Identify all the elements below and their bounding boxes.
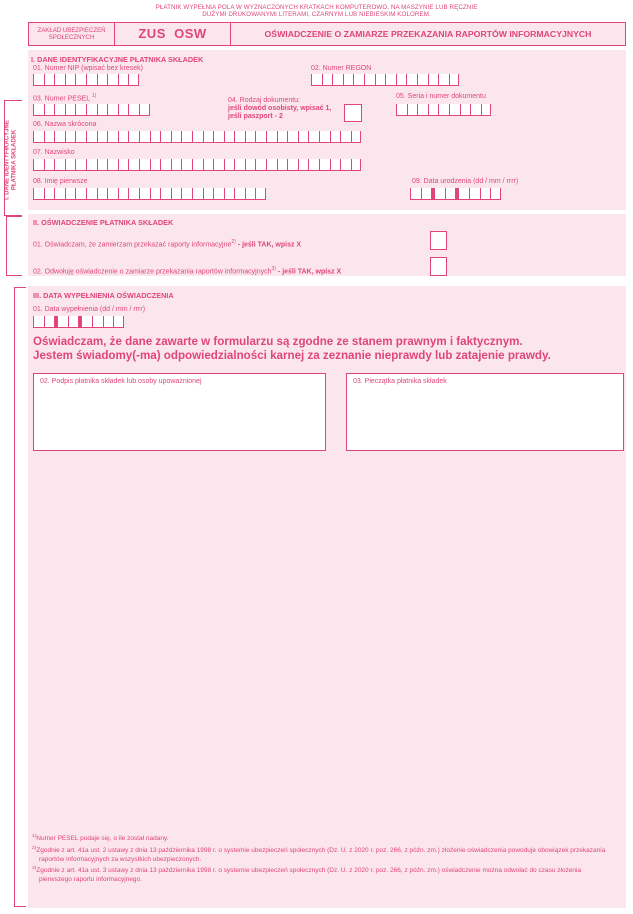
pesel-label-text: 03. Numer PESEL — [33, 95, 90, 103]
char-cell[interactable] — [213, 159, 224, 171]
char-cell[interactable] — [33, 131, 44, 143]
filling-instructions — [0, 4, 633, 19]
revocation-checkbox[interactable] — [430, 257, 447, 276]
char-cell[interactable] — [128, 104, 139, 116]
form-header — [28, 22, 626, 46]
char-cell[interactable] — [75, 131, 86, 143]
char-cell[interactable] — [407, 104, 418, 116]
char-cell[interactable] — [428, 74, 439, 86]
char-cell[interactable] — [107, 74, 118, 86]
char-cell[interactable] — [118, 74, 129, 86]
section3-title: III. DATA WYPEŁNIENIA OŚWIADCZENIA — [33, 291, 174, 300]
section1-title: I. DANE IDENTYFIKACYJNE PŁATNIKA SKŁADEK — [31, 55, 204, 64]
revocation-footnote-ref: 3) — [271, 266, 276, 272]
char-cell[interactable] — [192, 159, 203, 171]
char-cell[interactable] — [118, 188, 129, 200]
char-cell[interactable] — [75, 188, 86, 200]
char-cell[interactable] — [44, 74, 55, 86]
char-cell[interactable] — [340, 159, 351, 171]
intent-declaration-label — [33, 239, 301, 248]
char-cell[interactable] — [33, 74, 44, 86]
side-label-line2: PŁATNIKA SKŁADEK — [11, 129, 17, 191]
char-cell[interactable] — [107, 159, 118, 171]
char-cell[interactable] — [213, 131, 224, 143]
char-cell[interactable] — [213, 188, 224, 200]
char-cell[interactable] — [406, 74, 417, 86]
char-cell[interactable] — [421, 188, 432, 200]
char-cell[interactable] — [81, 316, 92, 328]
char-cell[interactable] — [150, 188, 161, 200]
footnotes — [32, 833, 612, 885]
char-cell[interactable] — [97, 159, 108, 171]
nip-input[interactable] — [33, 74, 139, 86]
char-cell[interactable] — [181, 188, 192, 200]
char-cell[interactable] — [417, 104, 428, 116]
char-cell[interactable] — [330, 159, 341, 171]
char-cell[interactable] — [255, 159, 266, 171]
char-cell[interactable] — [385, 74, 396, 86]
char-cell[interactable] — [344, 104, 362, 122]
char-cell[interactable] — [97, 131, 108, 143]
first-name-label: 08. Imię pierwsze — [33, 178, 88, 185]
char-cell[interactable] — [118, 131, 129, 143]
char-cell[interactable] — [417, 74, 428, 86]
char-cell[interactable] — [54, 104, 65, 116]
char-cell[interactable] — [118, 104, 129, 116]
char-cell[interactable] — [139, 104, 150, 116]
surname-label: 07. Nazwisko — [33, 149, 75, 156]
char-cell[interactable] — [97, 74, 108, 86]
side-label-line1: I. DANE IDENTYFIKACYJNE — [4, 120, 11, 200]
char-cell[interactable] — [107, 188, 118, 200]
char-cell[interactable] — [65, 74, 76, 86]
char-cell[interactable] — [54, 159, 65, 171]
char-cell[interactable] — [340, 131, 351, 143]
document-number-input[interactable] — [396, 104, 491, 116]
char-cell[interactable] — [86, 74, 97, 86]
char-cell[interactable] — [351, 131, 362, 143]
revocation-text: 02. Odwołuję oświadczenie o zamiarze przekazania raportów informacyjnych — [33, 268, 272, 276]
char-cell[interactable] — [322, 74, 333, 86]
char-cell[interactable] — [255, 188, 266, 200]
stamp-label: 03. Pieczątka płatnika składek — [353, 378, 447, 385]
regon-input[interactable] — [311, 74, 459, 86]
char-cell[interactable] — [118, 159, 129, 171]
revocation-declaration-label — [33, 266, 341, 275]
institution-name — [29, 23, 115, 45]
char-cell[interactable] — [203, 159, 214, 171]
char-cell[interactable] — [33, 316, 44, 328]
char-cell[interactable] — [44, 188, 55, 200]
char-cell[interactable] — [44, 131, 55, 143]
footnote-3-text: Zgodnie z art. 41a ust. 3 ustawy z dnia 13 października 1998 r. o systemie ubezpieczeń społecznych (Dz. U. z 2020 r. poz. 266, z późn. zm.) oświadczenie można odwołać do czasu złożenia pierwszego raportu informacyjnego. — [36, 867, 582, 883]
footnote-1-text: Numer PESEL podaje się, o ile został nadany. — [36, 835, 169, 843]
char-cell[interactable] — [33, 188, 44, 200]
char-cell[interactable] — [319, 159, 330, 171]
char-cell[interactable] — [203, 188, 214, 200]
char-cell[interactable] — [160, 188, 171, 200]
declaration-line2: Jestem świadomy(-ma) odpowiedzialności karnej za zeznanie nieprawdy lub zatajenie prawdy. — [33, 348, 551, 362]
short-name-label: 06. Nazwa skrócona — [33, 121, 97, 128]
char-cell[interactable] — [277, 159, 288, 171]
char-cell[interactable] — [128, 188, 139, 200]
char-cell[interactable] — [311, 74, 322, 86]
char-cell[interactable] — [434, 188, 445, 200]
char-cell[interactable] — [460, 104, 471, 116]
char-cell[interactable] — [458, 188, 469, 200]
char-cell[interactable] — [86, 131, 97, 143]
document-type-input[interactable] — [344, 104, 362, 122]
char-cell[interactable] — [364, 74, 375, 86]
char-cell[interactable] — [160, 131, 171, 143]
char-cell[interactable] — [181, 131, 192, 143]
section2-title: II. OŚWIADCZENIE PŁATNIKA SKŁADEK — [33, 218, 174, 227]
document-number-label: 05. Seria i numer dokumentu — [396, 93, 486, 100]
doc-type-line1: 04. Rodzaj dokumentu: — [228, 97, 300, 104]
char-cell[interactable] — [449, 104, 460, 116]
char-cell[interactable] — [44, 159, 55, 171]
footnote-2-marker: 2) — [32, 845, 37, 851]
char-cell[interactable] — [410, 188, 421, 200]
first-name-input[interactable] — [33, 188, 266, 200]
char-cell[interactable] — [171, 188, 182, 200]
intent-footnote-ref: 2) — [231, 239, 236, 245]
regon-label: 02. Numer REGON — [311, 65, 372, 72]
doc-type-line2: jeśli dowód osobisty, wpisać 1, — [228, 105, 332, 112]
institution-line2: SPOŁECZNYCH — [48, 34, 95, 41]
char-cell[interactable] — [224, 159, 235, 171]
char-cell[interactable] — [480, 188, 491, 200]
char-cell[interactable] — [65, 188, 76, 200]
char-cell[interactable] — [160, 159, 171, 171]
char-cell[interactable] — [330, 131, 341, 143]
char-cell[interactable] — [245, 131, 256, 143]
char-cell[interactable] — [97, 104, 108, 116]
stamp-field[interactable] — [346, 373, 624, 451]
filling-instructions-line1: PŁATNIK WYPEŁNIA POLA W WYZNACZONYCH KRATKACH KOMPUTEROWO, NA MASZYNIE LUB RĘCZNIE — [155, 4, 478, 11]
char-cell[interactable] — [375, 74, 386, 86]
footnote-2 — [32, 845, 612, 864]
pesel-input[interactable] — [33, 104, 150, 116]
char-cell[interactable] — [54, 74, 65, 86]
char-cell[interactable] — [139, 188, 150, 200]
document-type-label — [228, 97, 331, 121]
char-cell[interactable] — [44, 104, 55, 116]
char-cell[interactable] — [396, 74, 407, 86]
char-cell[interactable] — [150, 159, 161, 171]
char-cell[interactable] — [171, 159, 182, 171]
legal-declaration — [33, 335, 623, 362]
char-cell[interactable] — [128, 159, 139, 171]
char-cell[interactable] — [103, 316, 114, 328]
pesel-footnote-ref: 1) — [91, 93, 97, 99]
char-cell[interactable] — [224, 131, 235, 143]
char-cell[interactable] — [75, 159, 86, 171]
char-cell[interactable] — [438, 104, 449, 116]
char-cell[interactable] — [287, 131, 298, 143]
char-cell[interactable] — [128, 74, 139, 86]
birth-date-input[interactable] — [410, 188, 501, 200]
char-cell[interactable] — [54, 131, 65, 143]
char-cell[interactable] — [445, 188, 456, 200]
char-cell[interactable] — [192, 131, 203, 143]
char-cell[interactable] — [234, 131, 245, 143]
char-cell[interactable] — [65, 104, 76, 116]
char-cell[interactable] — [107, 131, 118, 143]
intent-checkbox[interactable] — [430, 231, 447, 250]
char-cell[interactable] — [266, 159, 277, 171]
char-cell[interactable] — [351, 159, 362, 171]
char-cell[interactable] — [343, 74, 354, 86]
char-cell[interactable] — [319, 131, 330, 143]
char-cell[interactable] — [68, 316, 79, 328]
char-cell[interactable] — [438, 74, 449, 86]
char-cell[interactable] — [86, 104, 97, 116]
char-cell[interactable] — [203, 131, 214, 143]
char-cell[interactable] — [308, 131, 319, 143]
char-cell[interactable] — [353, 74, 364, 86]
char-cell[interactable] — [86, 188, 97, 200]
completion-date-input[interactable] — [33, 316, 124, 328]
char-cell[interactable] — [298, 159, 309, 171]
signature-label: 02. Podpis płatnika składek lub osoby upoważnionej — [40, 378, 202, 385]
char-cell[interactable] — [469, 188, 480, 200]
char-cell[interactable] — [139, 131, 150, 143]
char-cell[interactable] — [245, 188, 256, 200]
char-cell[interactable] — [192, 188, 203, 200]
char-cell[interactable] — [65, 159, 76, 171]
char-cell[interactable] — [33, 159, 44, 171]
intent-text: 01. Oświadczam, że zamierzam przekazać raporty informacyjne — [33, 241, 232, 249]
intent-instruction: - jeśli TAK, wpisz X — [235, 241, 302, 249]
char-cell[interactable] — [33, 104, 44, 116]
char-cell[interactable] — [54, 188, 65, 200]
form-code: ZUS OSW — [115, 23, 231, 45]
char-cell[interactable] — [255, 131, 266, 143]
footnote-3-marker: 3) — [32, 866, 37, 872]
char-cell[interactable] — [150, 131, 161, 143]
birth-date-label: 09. Data urodzenia (dd / mm / rrrr) — [412, 178, 519, 185]
surname-input[interactable] — [33, 159, 361, 171]
char-cell[interactable] — [332, 74, 343, 86]
char-cell[interactable] — [113, 316, 124, 328]
char-cell[interactable] — [490, 188, 501, 200]
doc-type-line3: jeśli paszport - 2 — [228, 113, 283, 120]
section3-bracket — [14, 287, 26, 907]
filling-instructions-line2: DUŻYMI DRUKOWANYMI LITERAMI, CZARNYM LUB NIEBIESKIM KOLOREM. — [202, 11, 431, 19]
institution-line1: ZAKŁAD UBEZPIECZEŃ — [37, 27, 106, 34]
char-cell[interactable] — [97, 188, 108, 200]
char-cell[interactable] — [266, 131, 277, 143]
pesel-label — [33, 93, 96, 102]
footnote-3 — [32, 865, 612, 884]
completion-date-label: 01. Data wypełnienia (dd / mm / rrrr) — [33, 306, 146, 313]
nip-label: 01. Numer NIP (wpisać bez kresek) — [33, 65, 143, 72]
char-cell[interactable] — [75, 74, 86, 86]
char-cell[interactable] — [171, 131, 182, 143]
char-cell[interactable] — [449, 74, 460, 86]
short-name-input[interactable] — [33, 131, 361, 143]
char-cell[interactable] — [57, 316, 68, 328]
char-cell[interactable] — [44, 316, 55, 328]
form-title: OŚWIADCZENIE O ZAMIARZE PRZEKAZANIA RAPORTÓW INFORMACYJNYCH — [264, 29, 592, 39]
section1-side-label — [4, 104, 18, 216]
char-cell[interactable] — [234, 188, 245, 200]
char-cell[interactable] — [396, 104, 407, 116]
signature-field[interactable] — [33, 373, 326, 451]
char-cell[interactable] — [470, 104, 481, 116]
char-cell[interactable] — [224, 188, 235, 200]
char-cell[interactable] — [139, 159, 150, 171]
char-cell[interactable] — [234, 159, 245, 171]
char-cell[interactable] — [128, 131, 139, 143]
char-cell[interactable] — [86, 159, 97, 171]
char-cell[interactable] — [287, 159, 298, 171]
section2-bracket — [6, 216, 22, 276]
char-cell[interactable] — [245, 159, 256, 171]
char-cell[interactable] — [181, 159, 192, 171]
declaration-line1: Oświadczam, że dane zawarte w formularzu są zgodne ze stanem prawnym i faktycznym. — [33, 335, 523, 348]
char-cell[interactable] — [481, 104, 492, 116]
footnote-1-marker: 1) — [32, 834, 37, 839]
char-cell[interactable] — [65, 131, 76, 143]
char-cell[interactable] — [298, 131, 309, 143]
footnote-1 — [32, 833, 612, 844]
footnote-2-text: Zgodnie z art. 41a ust. 2 ustawy z dnia 13 października 1998 r. o systemie ubezpieczeń społecznych (Dz. U. z 2020 r. poz. 266, z późn. zm.) złożenie oświadczenia powoduje obowiązek przekazania raportów informacyjnych za wszystkich ubezpieczonych. — [36, 846, 606, 863]
char-cell[interactable] — [92, 316, 103, 328]
char-cell[interactable] — [308, 159, 319, 171]
revocation-instruction: - jeśli TAK, wpisz X — [275, 268, 342, 276]
char-cell[interactable] — [428, 104, 439, 116]
char-cell[interactable] — [75, 104, 86, 116]
char-cell[interactable] — [277, 131, 288, 143]
char-cell[interactable] — [107, 104, 118, 116]
